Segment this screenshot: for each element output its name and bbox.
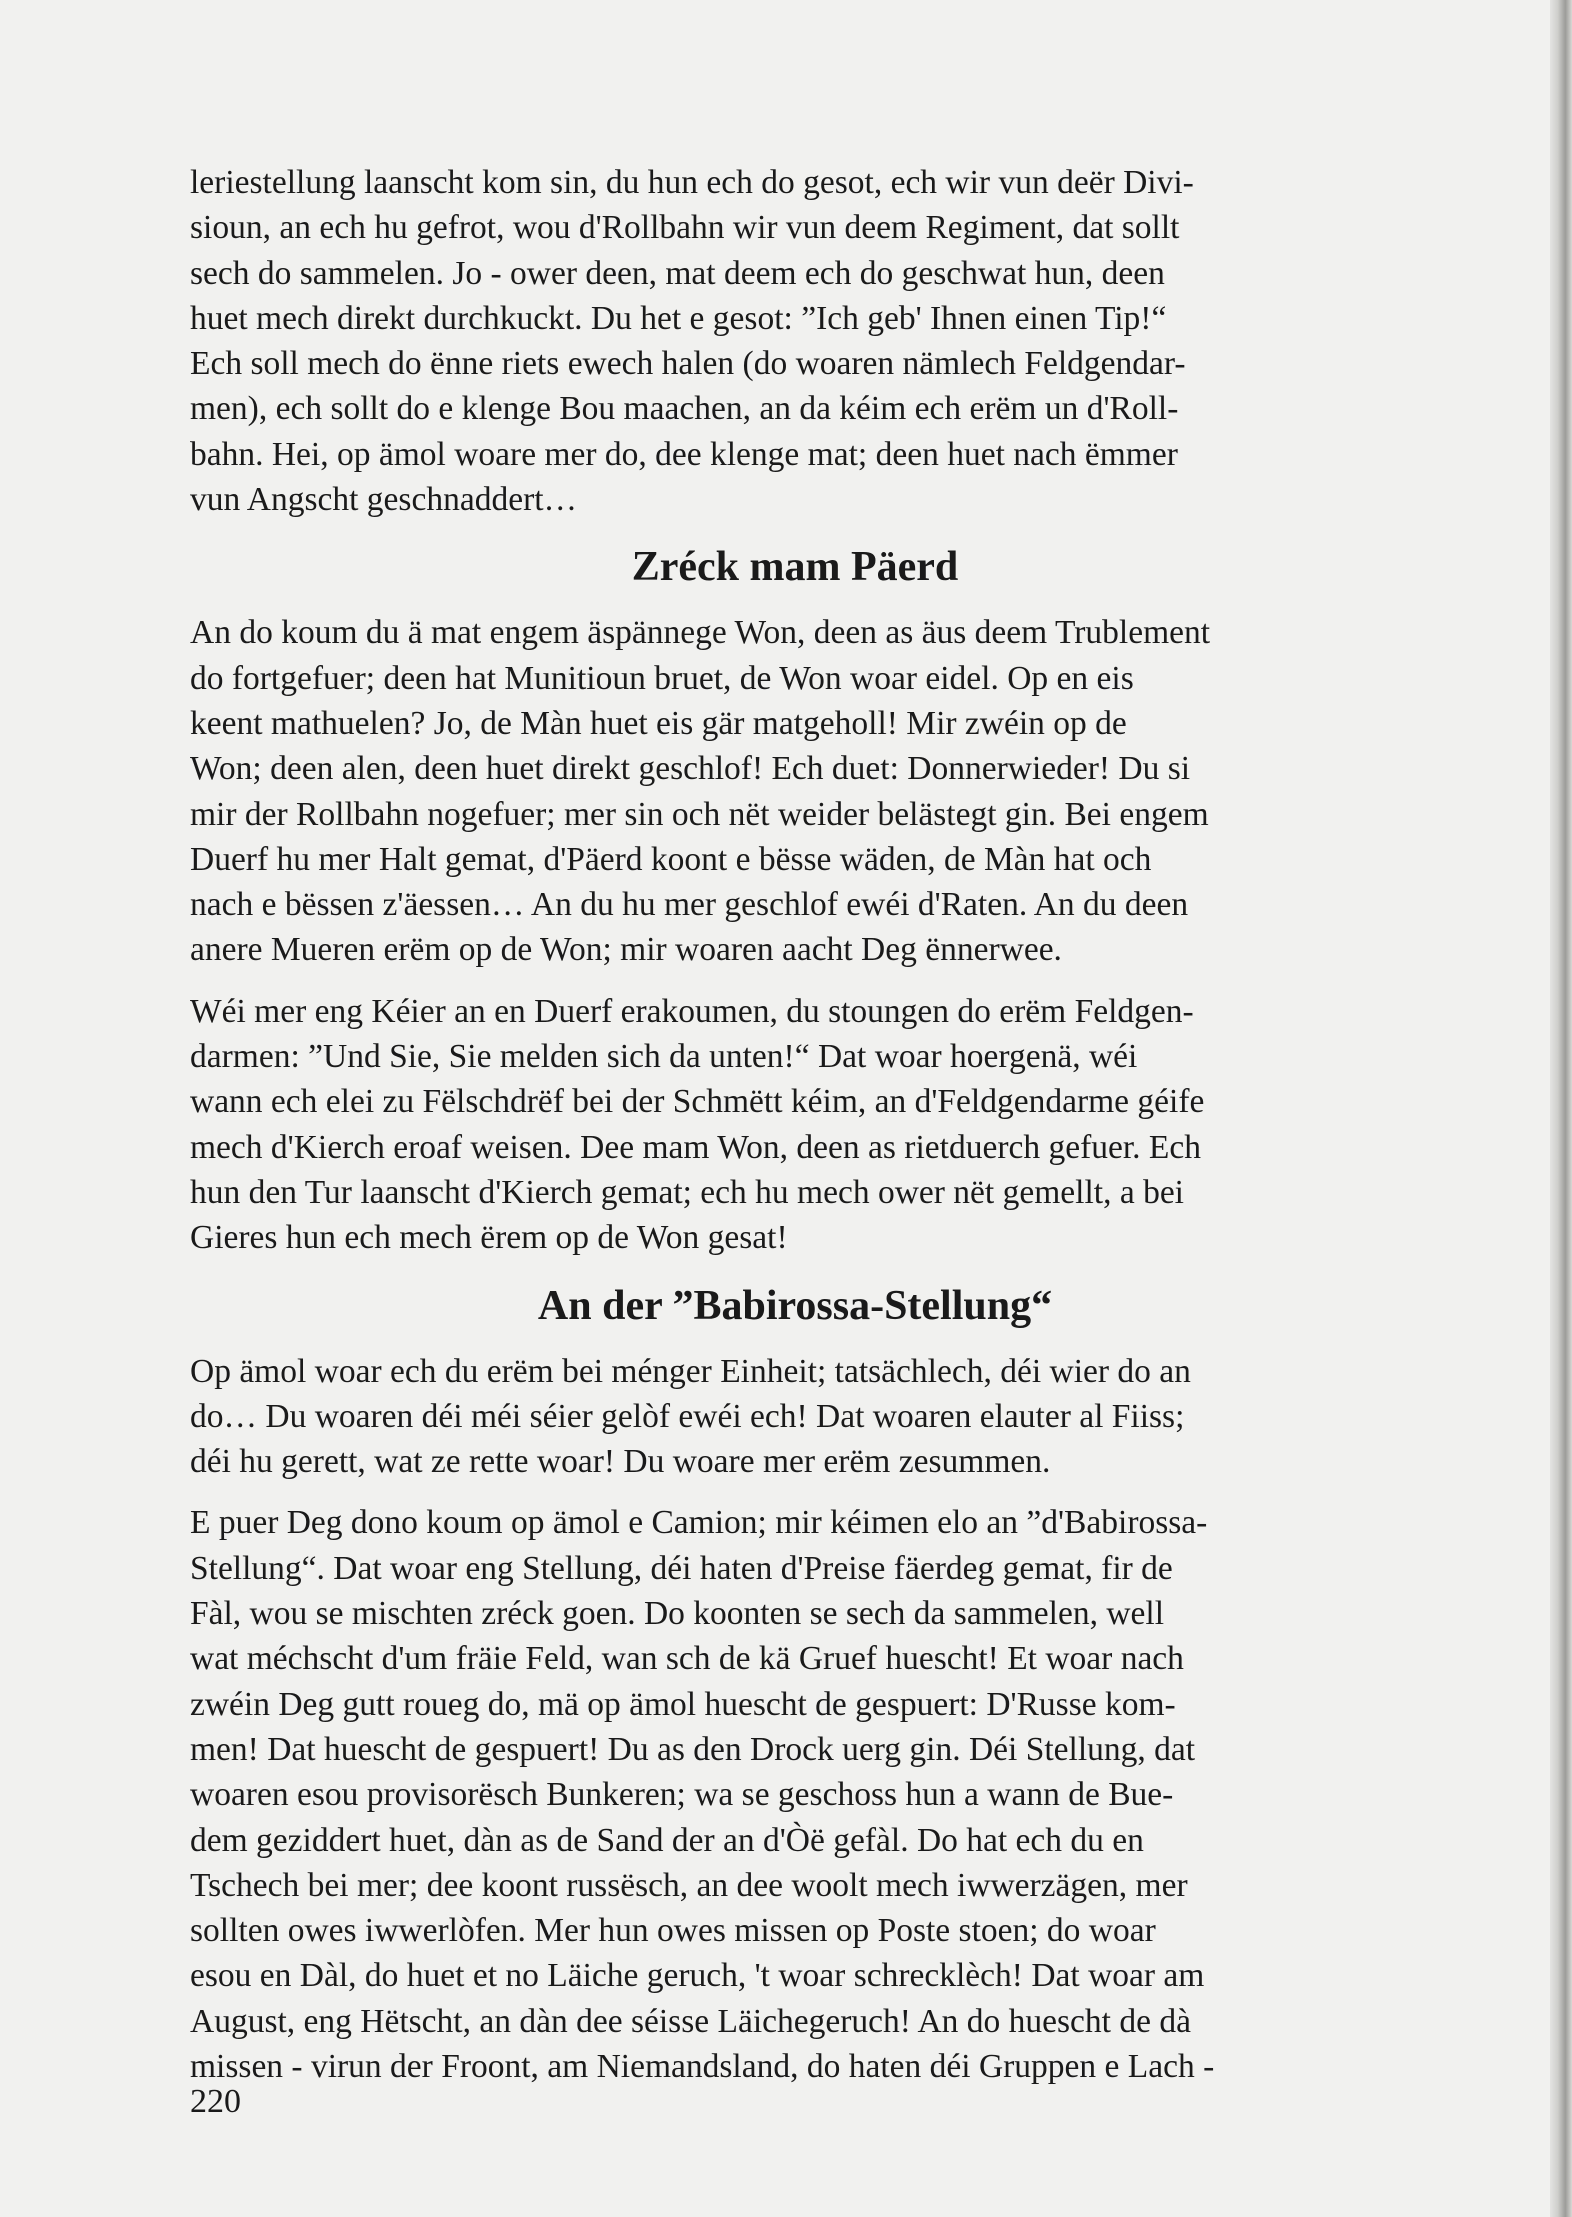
paragraph: An do koum du ä mat engem äspännege Won, deen as äus deem Trublement do fortgefuer; deen hat Munitioun bruet, de Won woar eidel. Op en eis keent mathuelen? Jo, de Màn huet eis gär matgeholl! Mir zwéin op de Won; deen alen, deen huet direkt geschlof! Ech duet: Donnerwieder! Du si mir der Rollbahn nogefuer; mer sin och nët weider belästegt gin. Bei engem Duerf hu mer Halt gemat, d'Päerd koont e bësse wäden, de Màn hat och nach e bëssen z'äessen… An du hu mer geschlof ewéi d'Raten. An du deen anere Mueren erëm op de Won; mir woaren aacht Deg ënnerwee. bbox=[190, 614, 1211, 969]
section-heading: An der ”Babirossa-Stellung“ bbox=[537, 1282, 1053, 1329]
paragraph: leriestellung laanscht kom sin, du hun ech do gesot, ech wir vun deër Divi- sioun, an ech hu gefrot, wou d'Rollbahn wir vun deem Regiment, dat sollt sech do sammelen. Jo - ower deen, mat deem ech do geschwat hun, deen huet mech direkt durchkuckt. Du het e gesot: ”Ich geb' Ihnen einen Tip!“ Ech soll mech do ënne riets ewech halen (do woaren nämlech Feldgendar- men), ech sollt do e klenge Bou maachen, an da kéim ech erëm un d'Roll- bahn. Hei, op ämol woare mer do, dee klenge mat; deen huet nach ëmmer vun Angscht geschnaddert… bbox=[190, 164, 1194, 519]
paragraph: Op ämol woar ech du erëm bei ménger Einheit; tatsächlech, déi wier do an do… Du woaren déi méi séier gelòf ewéi ech! Dat woaren elauter al Fiiss; déi hu gerett, wat ze rette woar! Du woare mer erëm zesummen. bbox=[190, 1352, 1191, 1481]
text-block bbox=[190, 160, 1400, 2089]
page-number: 220 bbox=[190, 2083, 241, 2120]
paragraph: E puer Deg dono koum op ämol e Camion; mir kéimen elo an ”d'Babirossa- Stellung“. Dat woar eng Stellung, déi haten d'Preise fäerdeg gemat, fir de Fàl, wou se mischten zréck goen. Do koonten se sech da sammelen, well wat méchscht d'um fräie Feld, wan sch de kä Gruef huescht! Et woar nach zwéin Deg gutt roueg do, mä op ämol huescht de gespuert: D'Russe kom- men! Dat huescht de gespuert! Du as den Drock uerg gin. Déi Stellung, dat woaren esou provisorësch Bunkeren; wa se geschoss hun a wann de Bue- dem geziddert huet, dàn as de Sand der an d'Òë gefàl. Do hat ech du en Tschech bei mer; dee koont russësch, an dee woolt mech iwwerzägen, mer sollten owes iwwerlòfen. Mer hun owes missen op Poste stoen; do woar esou en Dàl, do huet et no Läiche geruch, 't woar schrecklèch! Dat woar am August, eng Hëtscht, an dàn dee séisse Läichegeruch! An do huescht de dà missen - virun der Froont, am Niemandsland, do haten déi Gruppen e Lach - bbox=[190, 1504, 1215, 2085]
paragraph: Wéi mer eng Kéier an en Duerf erakoumen, du stoungen do erëm Feldgen- darmen: ”Und Sie, Sie melden sich da unten!“ Dat woar hoergenä, wéi wann ech elei zu Fëlschdrëf bei der Schmëtt kéim, an d'Feldgendarme géife mech d'Kierch eroaf weisen. Dee mam Won, deen as rietduerch gefuer. Ech hun den Tur laanscht d'Kierch gemat; ech hu mech ower nët gemellt, a bei Gieres hun ech mech ërem op de Won gesat! bbox=[190, 992, 1205, 1257]
page-edge-shadow bbox=[1550, 0, 1572, 2217]
section-heading: Zréck mam Päerd bbox=[631, 544, 959, 591]
